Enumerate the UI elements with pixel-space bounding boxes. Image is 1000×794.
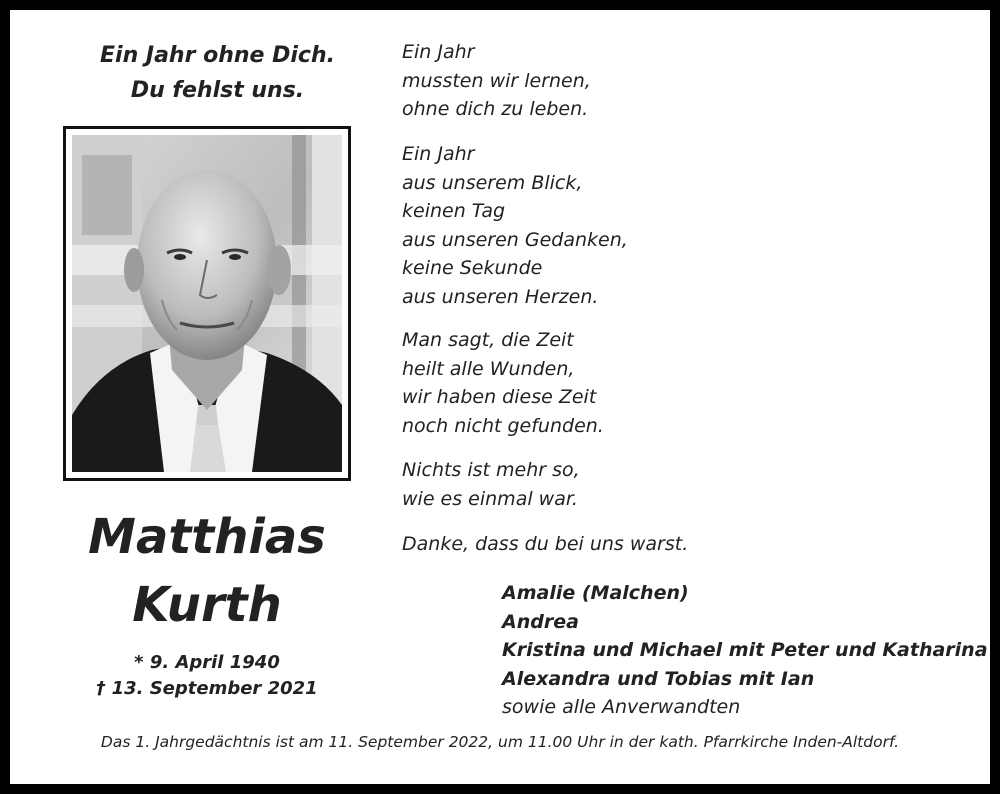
deceased-name — [10, 507, 404, 635]
memorial-notice: Das 1. Jahrgedächtnis ist am 11. September 2022, um 11.00 Uhr in der kath. Pfarrkirche Inden-Altdorf. — [100, 733, 900, 751]
poem-stanza-2 — [402, 140, 628, 311]
poem-line: heilt alle Wunden, — [402, 357, 575, 380]
family-signatures — [502, 579, 988, 722]
poem-line: Nichts ist mehr so, — [402, 459, 580, 481]
poem-line: Ein Jahr — [402, 143, 475, 165]
life-dates — [10, 650, 404, 702]
poem-stanza-3 — [402, 326, 604, 440]
first-name: Matthias — [88, 509, 326, 565]
poem-line: aus unseren Gedanken, — [402, 228, 628, 251]
poem-line: keine Sekunde — [402, 257, 543, 279]
family-member: Amalie (Malchen) — [502, 582, 689, 604]
other-relatives: sowie alle Anverwandten — [502, 696, 741, 718]
portrait-image — [72, 135, 342, 472]
poem-stanza-4 — [402, 456, 580, 513]
family-member: Alexandra und Tobias mit Ian — [502, 667, 815, 690]
death-date: † 13. September 2021 — [96, 678, 318, 699]
heading-line-2: Du fehlst uns. — [130, 78, 305, 103]
poem-line: mussten wir lernen, — [402, 69, 591, 92]
poem-line: noch nicht gefunden. — [402, 414, 604, 437]
portrait-photo — [72, 135, 342, 472]
poem-line: aus unseren Herzen. — [402, 285, 599, 308]
poem-line: wir haben diese Zeit — [402, 386, 597, 408]
poem-stanza-1 — [402, 38, 591, 124]
poem-line: Man sagt, die Zeit — [402, 329, 574, 351]
poem-stanza-5 — [402, 530, 688, 559]
poem-line: aus unserem Blick, — [402, 171, 583, 194]
photo-frame — [63, 126, 351, 481]
poem-line: wie es einmal war. — [402, 487, 578, 510]
heading-line-1: Ein Jahr ohne Dich. — [100, 43, 335, 68]
birth-date: * 9. April 1940 — [134, 652, 280, 673]
poem-line: ohne dich zu leben. — [402, 98, 589, 120]
last-name: Kurth — [132, 577, 282, 633]
family-member: Kristina und Michael mit Peter und Katharina — [502, 639, 988, 661]
obituary-card — [10, 10, 990, 784]
poem-line: Danke, dass du bei uns warst. — [402, 533, 689, 555]
heading — [10, 38, 425, 108]
poem-line: Ein Jahr — [402, 41, 475, 63]
family-member: Andrea — [502, 610, 579, 633]
poem-line: keinen Tag — [402, 200, 506, 222]
